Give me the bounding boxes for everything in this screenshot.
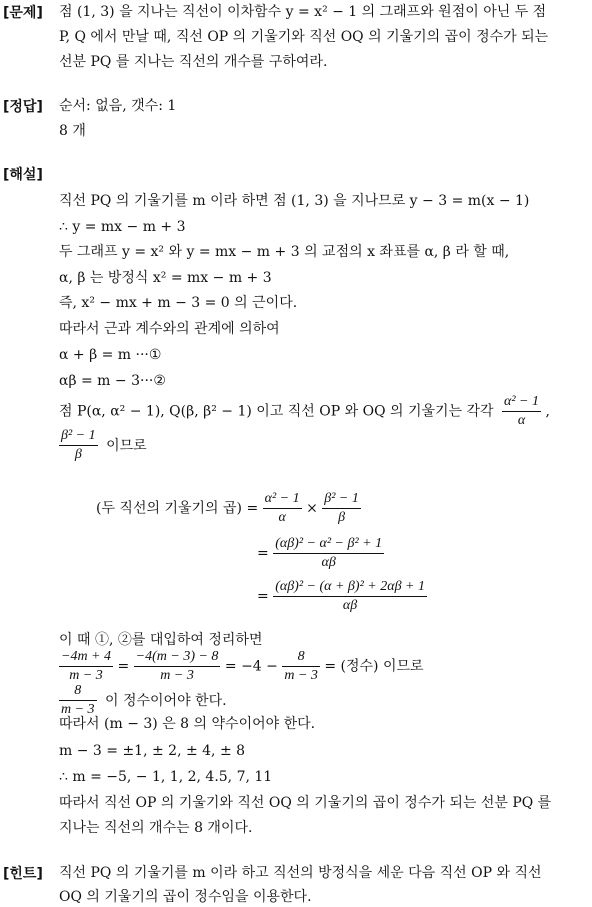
line-9-tail: , xyxy=(545,403,550,420)
explanation-line-2: ∴ y = mx − m + 3 xyxy=(59,219,186,235)
fraction-denominator: m − 3 xyxy=(160,668,194,683)
fraction-numerator: 8 xyxy=(282,648,320,667)
display-equation-2 xyxy=(257,535,384,572)
fraction-numerator: (αβ)² − (α + β)² + 2αβ + 1 xyxy=(273,578,427,597)
explanation-line-16: ∴ m = −5, − 1, 1, 2, 4.5, 7, 11 xyxy=(59,769,273,785)
problem-line-3: 선분 PQ 를 지나는 직선의 개수를 구하여라. xyxy=(59,54,328,70)
explanation-line-12 xyxy=(59,648,424,685)
line-10-tail: 이므로 xyxy=(106,437,147,454)
explanation-line-13 xyxy=(59,682,227,719)
fraction-denominator: β xyxy=(74,447,82,462)
fraction-denominator: m − 3 xyxy=(69,668,103,683)
explanation-line-9 xyxy=(59,393,550,430)
display-equation-1 xyxy=(96,490,361,527)
explanation-line-17: 따라서 직선 OP 의 기울기와 직선 OQ 의 기울기의 곱이 정수가 되는 선분 PQ 를 xyxy=(59,795,552,811)
middle-text: = −4 − xyxy=(224,658,278,675)
answer-line-2: 8 개 xyxy=(59,123,86,139)
explanation-line-11: 이 때 ①, ②를 대입하여 정리하면 xyxy=(59,632,263,648)
fraction-8-over xyxy=(59,682,97,719)
fraction-denominator: α xyxy=(517,413,526,428)
explanation-line-1: 직선 PQ 의 기울기를 m 이라 하면 점 (1, 3) 을 지나므로 y − 3 = m(x − 1) xyxy=(59,193,530,209)
explanation-line-15: m − 3 = ±1, ± 2, ± 4, ± 8 xyxy=(59,743,246,759)
fraction-numerator: α² − 1 xyxy=(502,393,541,412)
equals-sign: = xyxy=(257,588,269,605)
fraction-denominator: αβ xyxy=(321,555,336,570)
display-equation-3 xyxy=(257,578,427,615)
explanation-line-5: 즉, x² − mx + m − 3 = 0 의 근이다. xyxy=(59,295,298,311)
hint-line-2: OQ 의 기울기의 곱이 정수임을 이용한다. xyxy=(59,889,312,905)
fraction-denominator: β xyxy=(338,510,346,525)
explanation-line-18: 지나는 직선의 개수는 8 개이다. xyxy=(59,820,253,836)
fraction-numerator: α² − 1 xyxy=(263,490,302,509)
problem-label: [문제] xyxy=(3,5,43,21)
fraction-denominator: αβ xyxy=(342,598,358,613)
equation-1-fraction-a xyxy=(263,490,302,527)
explanation-label: [해설] xyxy=(3,167,43,183)
answer-line-1: 순서: 없음, 갯수: 1 xyxy=(59,98,177,114)
fraction-3 xyxy=(282,648,320,685)
explanation-line-4: α, β 는 방정식 x² = mx − m + 3 xyxy=(59,270,272,286)
equals-sign: = xyxy=(257,545,269,562)
fraction-2 xyxy=(134,648,221,685)
fraction-numerator: β² − 1 xyxy=(322,490,361,509)
hint-label: [힌트] xyxy=(3,866,43,882)
fraction-numerator: −4(m − 3) − 8 xyxy=(134,648,221,667)
explanation-line-8: αβ = m − 3···② xyxy=(59,373,166,389)
answer-label: [정답] xyxy=(3,99,43,115)
problem-line-1: 점 (1, 3) 을 지나는 직선이 이차함수 y = x² − 1 의 그래프와 원점이 아닌 두 점 xyxy=(59,4,547,20)
explanation-line-3: 두 그래프 y = x² 와 y = mx − m + 3 의 교점의 x 좌표를 α, β 라 할 때, xyxy=(59,244,510,260)
fraction-numerator: β² − 1 xyxy=(59,427,98,446)
fraction-denominator: α xyxy=(278,510,286,525)
line-9-text: 점 P(α, α² − 1), Q(β, β² − 1) 이고 직선 OP 와 OQ 의 기울기는 각각 xyxy=(59,403,494,420)
equation-1-left: (두 직선의 기울기의 곱) = xyxy=(96,500,259,517)
equation-2-fraction xyxy=(273,535,384,572)
fraction-numerator: −4m + 4 xyxy=(59,648,113,667)
slope-op-fraction xyxy=(502,393,541,430)
problem-line-2: P, Q 에서 만날 때, 직선 OP 의 기울기와 직선 OQ 의 기울기의 곱이 정수가 되는 xyxy=(59,29,549,45)
equation-1-fraction-b xyxy=(322,490,361,527)
explanation-line-6: 따라서 근과 계수와의 관계에 의하여 xyxy=(59,321,280,337)
fraction-numerator: 8 xyxy=(59,682,97,701)
explanation-line-14: 따라서 (m − 3) 은 8 의 약수이어야 한다. xyxy=(59,716,316,732)
fraction-denominator: m − 3 xyxy=(284,668,318,683)
explanation-line-7: α + β = m ···① xyxy=(59,347,162,363)
fraction-denominator: m − 3 xyxy=(61,702,95,717)
equation-3-fraction xyxy=(273,578,427,615)
line-13-tail: 이 정수이어야 한다. xyxy=(105,692,227,709)
slope-oq-fraction xyxy=(59,427,98,464)
fraction-numerator: (αβ)² − α² − β² + 1 xyxy=(273,535,384,554)
line-12-tail: = (정수) 이므로 xyxy=(324,658,424,675)
hint-line-1: 직선 PQ 의 기울기를 m 이라 하고 직선의 방정식을 세운 다음 직선 OP 와 직선 xyxy=(59,865,542,881)
times-sign: × xyxy=(306,500,318,517)
equals-sign: = xyxy=(117,658,130,675)
explanation-line-10 xyxy=(59,427,147,464)
fraction-1 xyxy=(59,648,113,685)
